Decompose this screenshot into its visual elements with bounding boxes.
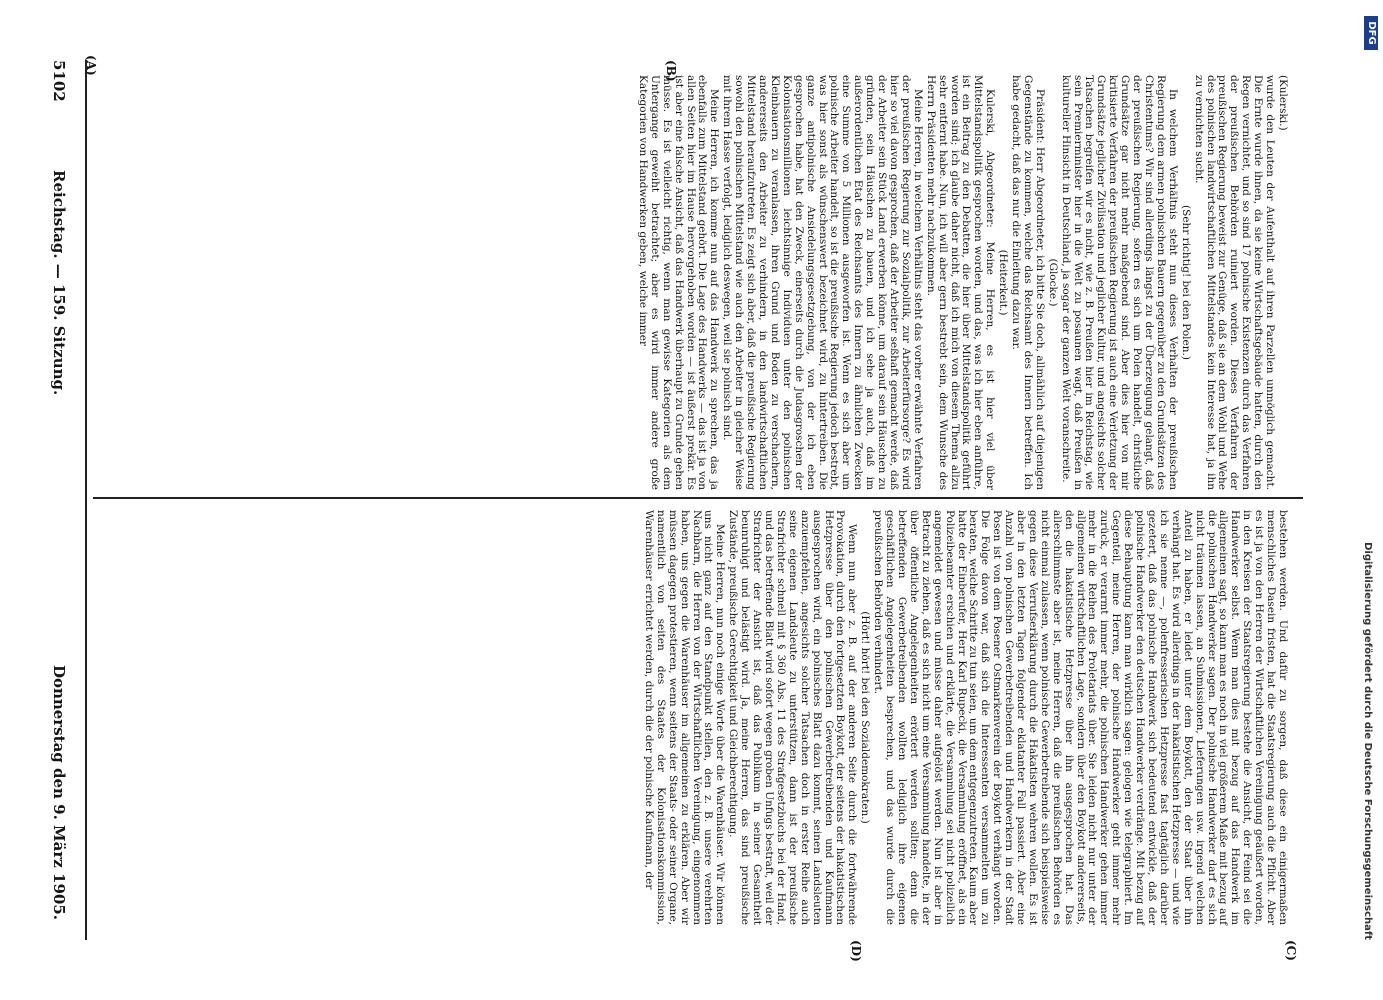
margin-mark-c: (C) — [1284, 940, 1298, 961]
interjection: (Hört! hört! bei den Sozialdemokraten.) — [859, 611, 872, 824]
margin-mark-b: (B) — [664, 60, 678, 82]
interjection: (Heiterkeit.) — [997, 249, 1010, 316]
session-date: Donnerstag den 9. März 1905. — [50, 664, 68, 920]
margin-mark-a: (A) — [84, 55, 98, 76]
right-column — [98, 510, 1288, 925]
funding-credit: Digitalisierung gefördert durch die Deutsche Forschungsgemeinschaft — [1362, 542, 1373, 940]
dfg-logo: DFG — [1364, 16, 1378, 50]
session-title: Reichstag. — 159. Sitzung. — [50, 170, 68, 396]
paragraph: bestehen werden. Und dafür zu sorgen, daß diese ein einigermaßen menschliches Dasein fristen, hat die Staatsregierung auch die Pflicht. Aber es ist ja von den Herren der Wirtschaftlichen Vereinigung geäußert worden, in den Kreisen der Staatsregierung bestehe die Ansicht, der Feind sei die Handwerker selbst. Wenn man dies mit bezug auf das Handwerk im allgemeinen sagt, so kann man es noch in viel größerem Maße mit bezug auf die polnischen Handwerker sagen. Der polnische Handwerker darf es sich nicht träumen lassen, an Submissionen, Lieferungen usw. irgend welchen Anteil zu haben, er leidet unter dem Boykott, den der Staat über ihn verhängt hat. Es wird allerdings in der hakatistischen Hetzpresse — und wie ich sie nenne —, polenfresserischen Hetzpresse fast tagtäglich darüber gezetert, daß das polnische Handwerk sich bedeutend entwickle, daß der polnische Handwerker den deutschen Handwerker verdränge. Mit bezug auf diese Behauptung kann man wirklich sagen: gelogen wie telegraphiert. Im Gegenteil, meine Herren, der polnische Handwerker geht immer mehr zurück, er verarmt immer mehr, die polnischen Handwerker gehen immer mehr in die Reihen des Proletariats über. Sie leiden nicht nur unter der allgemeinen wirtschaftlichen Lage, sondern über den Boykott andererseits, den die hakatistische Hetzpresse über ihn ausgesprochen hat. Das allerschlimmste aber ist, meine Herren, daß die preußischen Behörden es nicht einmal zulassen, wenn polnische Gewerbetreibende sich beispielsweise gegen diese Verrufserklärung durch die Hakatisten wehren wollen. Es ist aber in den letzten Tagen folgender eklatanter Fall passiert. Aber eine Anzahl von polnischen Gewerbetreibenden und Handwerkern in der Stadt Posen ist von dem Posener Ostmarkenverein der Boykott verhängt worden. Die Folge davon war, daß sich die Interessenten versammelten um zu beraten, welche Schritte zu tun seien, um dem entgegenzutreten. Kaum aber hatte der Einberufer, Herr Karl Rupecki, die Versammlung eröffnet, als ein Polizeibeamter erschien und erklärte, die Versammlung sei nicht polizeilich angemeldet gewesen und müsse daher aufgelöst werden. Nun ist aber in Betracht zu ziehen, daß es sich nicht um eine Versammlung handelte, in der über öffentliche Angelegenheiten erörtert werden sollten; denn die betreffenden Gewerbetreibenden wollten lediglich ihre eigenen geschäftlichen Angelegenheiten besprechen, und das wurde durch die preußischen Behörden verhindert. — [872, 510, 1289, 925]
left-column — [98, 75, 1288, 490]
paragraph: Meine Herren, nun noch einige Worte über die Warenhäuser. Wir können uns nicht ganz auf den Standpunkt stellen, den z. B. unsere verehrten Nachbarn, die Herren von der Wirtschaftlichen Vereinigung, eingenommen haben, uns gegen die Warenhäuser im allgemeinen zu erklären. Aber wir müssen dagegen protestieren, wenn seitens der Staats- oder seiner Organe, namentlich von seiten des Staates der Kolonisationskommission, Warenhäuser errichtet werden, durch die der polnische Kaufmann, der — [642, 510, 727, 925]
paragraph: Meine Herren, ich komme nun auf das Handwerk zu sprechen, das ja ebenfalls zum Mittelstand gehört. Die Lage des Handwerks — das ist ja von allen Seiten hier im Hause hervorgehoben worden — ist äußerst prekär. Es ist aber eine falsche Ansicht, daß das Handwerk überhaupt zu Grunde gehen müsse. Es ist vielleicht richtig, wenn man gewisse Kategorien als dem Untergange geweiht betrachtet; aber es wird immer andere große Kategorien von Handwerken geben, welche immer — [636, 75, 721, 490]
paragraph: Präsident: Herr Abgeordneter, ich bitte Sie doch, allmählich auf diejenigen Gegenstände zu kommen, welche das Reichsamt des Innern betreffen. Ich habe gedacht, daß das nur die Einleitung dazu war. — [1010, 75, 1046, 490]
footer — [1343, 0, 1383, 1000]
interjection: (Glocke.) — [1046, 258, 1059, 307]
header-rule — [85, 60, 87, 940]
interjection: (Sehr richtig! bei den Polen.) — [1179, 205, 1192, 360]
speaker-ref: (Kulerski.) — [1277, 75, 1289, 131]
paragraph: wurde den Leuten der Aufenthalt auf ihren Parzellen unmöglich gemacht. Die Ernte wurde ihnen, da sie keine Wirtschaftsgebäude hatten, durch den Regen vernichtet, und so sind 17 polnische Existenzen durch das Verfahren der preußischen Behörden ruiniert worden. Dieses Verfahren der preußischen Regierung beweist zur Genüge, daß sie an dem Wohl und Wehe des polnischen landwirtschaftlichen Mittelstandes kein Interesse hat, ja ihn zu vernichten sucht. — [1192, 75, 1277, 490]
paragraph: Kulerski, Abgeordneter: Meine Herren, es ist hier viel über Mittelstandspolitik gesprochen worden, und das, was ich hier eben anführe, ist ein Beitrag zu den Debatten, die hier über Mittelstandspolitik geführt worden sind; ich glaube daher nicht, daß ich mich von diesem Thema allzu sehr entfernt habe. Nun, ich will aber gern bestrebt sein, dem Wunsche des Herrn Präsidenten mehr nachzukommen. — [924, 75, 997, 490]
margin-mark-d: (D) — [849, 940, 863, 962]
page-number: 5102 — [50, 60, 68, 102]
page-header — [46, 60, 68, 940]
paragraph: Wenn nun aber z. B. auf der anderen Seite durch die fortwährende Provokation, durch den fortgesetzten Boykott, der seitens der hakatistischen Hetzpresse über den polnischen Gewerbetreibenden und Kaufmann ausgesprochen wird, ein polnisches Blatt dazu kommt, seinen Landsleuten anzuempfehlen, angesichts solcher Tatsachen doch in erster Reihe auch seine eigenen Landsleute zu unterstützen, dann ist der preußische Strafrichter schnell mit § 360 Abs. 11 des Strafgesetzbuchs bei der Hand, und das betreffende Blatt wird sofort wegen groben Unfugs bestraft, weil der Strafrichter der Ansicht ist, daß das Publikum in seiner Gesamtheit beunruhigt und belästigt wird. Ja, meine Herren, das sind preußische Zustände, preußische Gerechtigkeit und Gleichberechtigung. — [727, 510, 859, 925]
paragraph: In welchem Verhältnis steht nun dieses Verhalten der preußischen Regierung dem armen polnischen Bauern gegenüber zu den Grundsätzen des Christentums? Wir sind allerdings längst zu der Überzeugung gelangt, daß der preußischen Regierung, sofern es sich um Polen handelt, christliche Grundsätze gar nicht mehr maßgebend sind. Aber dies hier von mir kritisierte Verfahren der preußischen Regierung ist auch eine Verletzung der Grundsätze jeglicher Zivilisation und jeglicher Kultur, und angesichts solcher Tatsachen begreifen wir es nicht, wie z. B. Preußen hier im Reichstag, wie sein Premierminister hier in die Welt zu posaunen wagt, daß Preußen in kultureller Hinsicht in Deutschland, ja sogar der ganzen Welt voranschreite. — [1059, 75, 1179, 490]
column-divider — [93, 497, 1303, 499]
paragraph: Meine Herren, in welchem Verhältnis steht das vorher erwähnte Verfahren der preußischen Regierung zur Sozialpolitik, zur Arbeiterfürsorge? Es wird hier so viel davon gesprochen, daß der Arbeiter seßhaft gemacht werde, daß der Arbeiter sein Stück Land erwerben könne, um darauf sein Häuschen zu gründen, sein Häuschen zu bauen, und ich sehe ja auch, daß im außerordentlichen Etat des Reichsamts des Innern zu ähnlichen Zwecken eine Summe von 5 Millionen ausgeworfen ist. Wenn es sich aber um polnische Arbeiter handelt, so ist die preußische Regierung jedoch bestrebt, was hier sonst als wünschenswert bezeichnet wird, zu hintertreiben. Die ganze antipolnische Ansiedelungsgesetzgebung, von der ich eben gesprochen habe, hat den Zweck, einerseits durch die Judasgroschen der Kolonisationsmillionen leichtsinnige Individuen unter den polnischen Kleinbauern zu veranlassen, ihren Grund und Boden zu verschachern, andererseits den Arbeiter zu verhindern, in den landwirtschaftlichen Mittelstand heraufzutreten. Es zeigt sich aber, daß die preußische Regierung sowohl den polnischen Mittelstand wie auch den Arbeiter in gleicher Weise mit ihrem Hasse verfolgt, lediglich deswegen, weil sie polnisch sind. — [721, 75, 924, 490]
